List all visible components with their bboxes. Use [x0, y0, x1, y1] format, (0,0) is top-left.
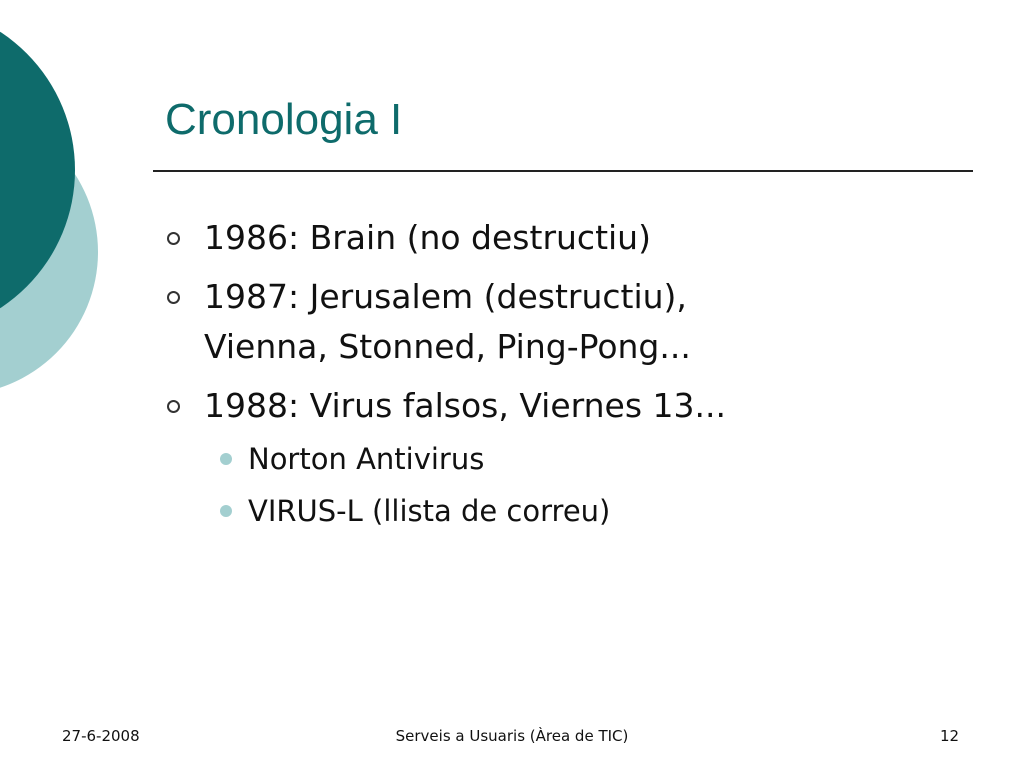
ring-bullet-icon	[167, 232, 180, 245]
dot-bullet-icon	[220, 505, 232, 517]
bullet-item	[204, 213, 904, 263]
sub-bullet-item	[248, 439, 848, 479]
bullet-text: 1986: Brain (no destructiu)	[204, 218, 651, 257]
ring-bullet-icon	[167, 400, 180, 413]
title-divider	[153, 170, 973, 172]
sub-bullet-text: Norton Antivirus	[248, 442, 485, 476]
slide-number: 12	[940, 727, 960, 745]
ring-bullet-icon	[167, 291, 180, 304]
bullet-text-line: Vienna, Stonned, Ping-Pong...	[204, 327, 691, 366]
bullet-item	[204, 381, 904, 431]
footer-center-text: Serveis a Usuaris (Àrea de TIC)	[395, 727, 629, 745]
footer-date: 27-6-2008	[62, 727, 140, 745]
bullet-text-line: 1987: Jerusalem (destructiu),	[204, 277, 687, 316]
dot-bullet-icon	[220, 453, 232, 465]
bullet-text: 1988: Virus falsos, Viernes 13...	[204, 386, 727, 425]
slide-title: Cronologia I	[165, 95, 403, 144]
sub-bullet-text: VIRUS-L (llista de correu)	[248, 494, 611, 528]
sub-bullet-item	[248, 491, 848, 531]
decorative-circles	[0, 0, 110, 420]
bullet-item	[204, 272, 904, 372]
